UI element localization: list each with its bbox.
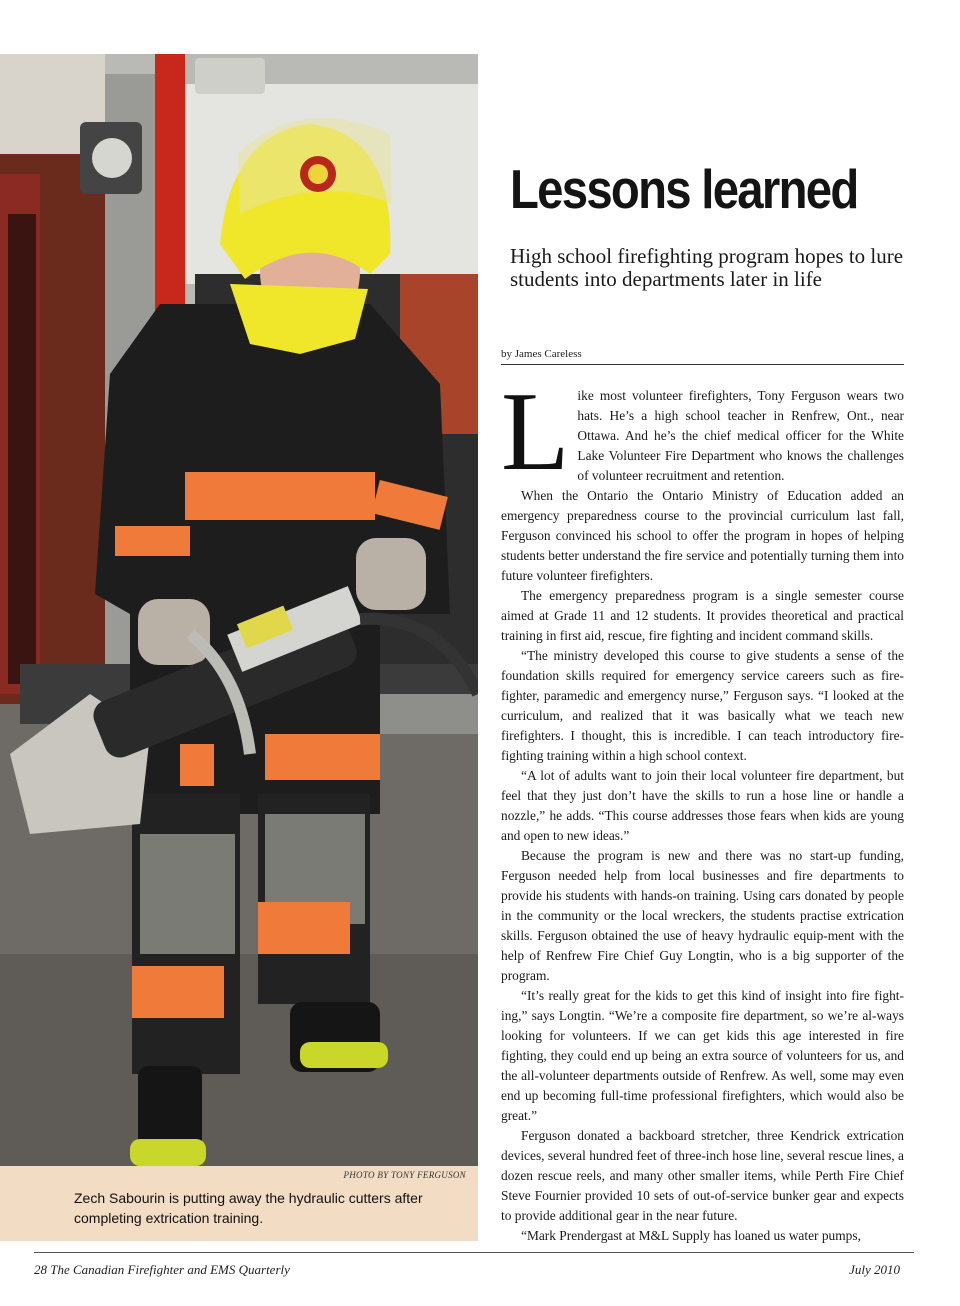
article-paragraph (501, 370, 904, 494)
drop-cap: L (501, 370, 570, 494)
byline: by James Careless (501, 348, 582, 360)
article-paragraph: “The ministry developed this course to give students a sense of the foundation skills required for emergency service careers such as fire-fighter, paramedic and emergency nurse,” Ferguson says. “I looked at the curriculum, and realized that it was basically what we teach new firefighters. I thought, this is incredible. I can teach introductory fire-fighting training within a high school context. (501, 648, 904, 763)
article-paragraph: “It’s really great for the kids to get this kind of insight into fire fight-ing,” says Longtin. “We’re a composite fire department, so we’re al-ways looking for volunteers. If we can get kids this age interested in fire fighting, they could end up being an extra source of volunteers for us, and the all-volunteer departments outside of Renfrew. As well, some may even end up becoming full-time professional firefighters, which would also be great.” (501, 988, 904, 1123)
article-paragraph: “Mark Prendergast at M&L Supply has loaned us water pumps, (521, 1228, 861, 1243)
issue-date: July 2010 (849, 1262, 900, 1277)
article-photo (0, 54, 478, 1166)
article-deck: High school firefighting program hopes to lure students into departments later in life (510, 244, 904, 291)
firefighter-illustration (0, 54, 478, 1166)
photo-caption: Zech Sabourin is putting away the hydraulic cutters after completing extrication training. (74, 1190, 423, 1226)
article-paragraph: Ferguson donated a backboard stretcher, three Kendrick extrication devices, several hundred feet of three-inch hose line, several rescue lines, a dozen rescue reels, and many other smaller items, while Perth Fire Chief Steve Fournier provided 10 sets of out-of-service bunker gear and expects to provide additional gear in the near future. (501, 1128, 904, 1223)
article-paragraph: “A lot of adults want to join their local volunteer fire department, but feel that they just don’t have the skills to run a hose line or handle a nozzle,” he adds. “This course addresses those fears when kids are young and open to new ideas.” (501, 768, 904, 843)
paragraph-text: ike most volunteer firefighters, Tony Ferguson wears two hats. He’s a high school teacher in Renfrew, Ont., near Ottawa. And he’s the chief medical officer for the White Lake Volunteer Fire Department who knows the challenges of volunteer recruitment and retention. (577, 388, 904, 483)
article-headline: Lessons learned (510, 158, 858, 220)
page-folio: 28 The Canadian Firefighter and EMS Quarterly (34, 1262, 290, 1277)
footer-divider (34, 1252, 914, 1253)
photo-credit: PHOTO BY TONY FERGUSON (343, 1170, 466, 1180)
article-body (501, 370, 904, 1246)
caption-box (0, 1166, 478, 1241)
byline-divider (501, 364, 904, 365)
article-paragraph: Because the program is new and there was no start-up funding, Ferguson needed help from local businesses and fire departments to provide his students with hands-on training. Using cars donated by people in the community or the local wreckers, the students practise extrication skills. Ferguson obtained the use of heavy hydraulic equip-ment with the help of Renfrew Fire Chief Guy Longtin, who is a big supporter of the program. (501, 848, 904, 983)
article-paragraph: When the Ontario the Ontario Ministry of Education added an emergency preparedness course to the provincial curriculum last fall, Ferguson convinced his school to offer the program in hopes of helping students better understand the fire service and potentially turning them into future volunteer firefighters. (501, 488, 904, 583)
article-paragraph: The emergency preparedness program is a single semester course aimed at Grade 11 and 12 students. It provides theoretical and practical training in first aid, rescue, fire fighting and incident command skills. (501, 588, 904, 643)
